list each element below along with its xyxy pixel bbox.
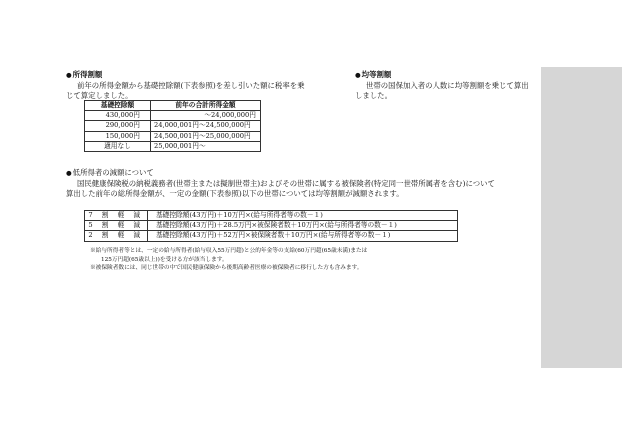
table-cell: 430,000円 [85,111,151,121]
reduction-formula: 基礎控除額(43万円)＋10万円×(給与所得者等の数－１) [148,211,458,221]
footnote: 125万円超(65歳以上))を受ける方が該当します。 [101,256,228,263]
income-section [66,70,306,102]
table-cell: 290,000円 [85,121,151,131]
footnote: ※被保険者数には、同じ世帯の中で国民健康保険から後期高齢者医療の被保険者に移行した方も含みます。 [90,265,363,272]
table-row [85,221,458,231]
table-row [85,211,458,221]
table-cell: 適用なし [85,141,151,151]
footnotes [90,247,510,273]
equal-section-title: ●均等割額 [355,70,392,79]
income-section-title: ●所得割額 [66,70,103,79]
footnote: ※給与所得者等とは、一定の給与所得者(給与収入55万円超)と公的年金等の支給(60万円超(65歳未満)または [90,248,368,254]
reduction-section-body: 国民健康保険税の納税義務者(世帯主または擬制世帯主)およびその世帯に属する被保険者(特定同一世帯所属者を含む)について算出した前年の総所得金額が、一定の金額(下表参照)以下の世帯については均等割額が減額されます。 [66,178,495,199]
table-header-row [85,101,261,111]
table-row [85,231,458,241]
side-tab-strip [541,67,622,368]
table-row [85,141,261,151]
table-cell: 24,500,001円～25,000,000円 [151,131,261,141]
table-row [85,131,261,141]
reduction-table [84,210,458,242]
table-cell: ～24,000,000円 [151,111,261,121]
reduction-rate: 2 割 軽 減 [85,231,148,241]
table-header: 前年の合計所得金額 [151,101,261,111]
bullet-icon: ● [66,169,72,177]
deduction-table [84,100,261,152]
reduction-section [66,168,496,200]
bullet-icon: ● [355,71,361,79]
table-row [85,111,261,121]
table-header: 基礎控除額 [85,101,151,111]
table-cell: 150,000円 [85,131,151,141]
equal-section-body: 世帯の国保加入者の人数に均等割額を乗じて算出しました。 [355,80,529,101]
reduction-rate: 5 割 軽 減 [85,221,148,231]
income-section-body: 前年の所得金額から基礎控除額(下表参照)を差し引いた額に税率を乗じて算定しました。 [66,80,305,101]
reduction-formula: 基礎控除額(43万円)＋28.5万円×被保険者数＋10万円×(給与所得者等の数－１) [148,221,458,231]
table-cell: 25,000,001円～ [151,141,261,151]
equal-section [355,70,535,102]
reduction-rate: 7 割 軽 減 [85,211,148,221]
reduction-section-title: ●低所得者の減額について [66,168,154,177]
table-row [85,121,261,131]
table-cell: 24,000,001円～24,500,000円 [151,121,261,131]
reduction-formula: 基礎控除額(43万円)＋52万円×被保険者数＋10万円×(給与所得者等の数－１) [148,231,458,241]
bullet-icon: ● [66,71,72,79]
